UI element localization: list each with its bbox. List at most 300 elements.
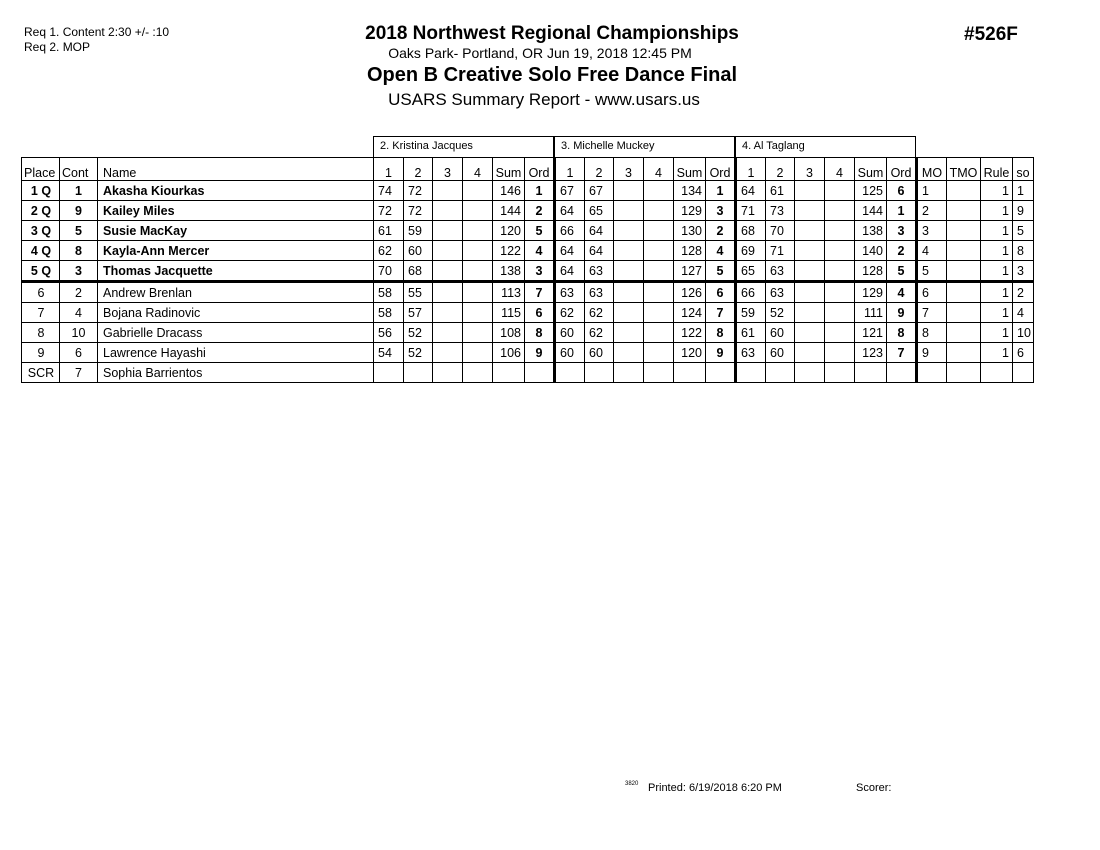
tmo-cell xyxy=(947,323,981,343)
so-cell: 4 xyxy=(1013,303,1034,323)
judge-sum-cell: 130 xyxy=(674,221,706,241)
judge-header-4: 4. Al Taglang xyxy=(735,136,916,157)
judge-score-cell: 62 xyxy=(374,241,404,261)
judge-score-cell: 74 xyxy=(374,181,404,201)
table-row xyxy=(22,343,1034,363)
rule-cell: 1 xyxy=(981,221,1013,241)
requirement-2: Req 2. MOP xyxy=(24,40,91,54)
judge-sum-cell: 127 xyxy=(674,261,706,282)
judge-score-cell xyxy=(795,282,825,303)
judge-score-cell xyxy=(644,181,674,201)
judge-score-cell: 62 xyxy=(585,303,614,323)
table-row xyxy=(22,241,1034,261)
place-cell: 8 xyxy=(22,323,60,343)
judge-score-cell xyxy=(614,261,644,282)
skater-name-cell: Andrew Brenlan xyxy=(98,282,374,303)
judge-ordinal-cell: 5 xyxy=(706,261,736,282)
judge-score-cell: 73 xyxy=(766,201,795,221)
judge-score-cell xyxy=(463,323,493,343)
competition-title: 2018 Northwest Regional Championships xyxy=(365,23,739,44)
judge-score-cell xyxy=(463,343,493,363)
column-header: 2 xyxy=(585,158,614,181)
judge-score-cell: 64 xyxy=(555,241,585,261)
judge-ordinal-cell: 2 xyxy=(887,241,917,261)
judge-header-3: 3. Michelle Muckey xyxy=(554,136,735,157)
column-header: 2 xyxy=(404,158,433,181)
judge-ordinal-cell: 8 xyxy=(706,323,736,343)
judge-score-cell: 58 xyxy=(374,303,404,323)
judge-score-cell xyxy=(555,363,585,383)
so-cell: 5 xyxy=(1013,221,1034,241)
judge-ordinal-cell: 3 xyxy=(525,261,555,282)
column-header: Place xyxy=(22,158,60,181)
judge-score-cell: 63 xyxy=(585,261,614,282)
judge-score-cell: 64 xyxy=(555,261,585,282)
judge-score-cell xyxy=(795,201,825,221)
judge-score-cell xyxy=(463,261,493,282)
column-header: 4 xyxy=(644,158,674,181)
place-cell: 4 Q xyxy=(22,241,60,261)
place-cell: 9 xyxy=(22,343,60,363)
place-cell: 1 Q xyxy=(22,181,60,201)
skater-name-cell: Gabrielle Dracass xyxy=(98,323,374,343)
judge-sum-cell: 128 xyxy=(674,241,706,261)
tmo-cell xyxy=(947,282,981,303)
judge-score-cell xyxy=(463,303,493,323)
column-header: 1 xyxy=(736,158,766,181)
judge-ordinal-cell: 6 xyxy=(706,282,736,303)
mo-cell xyxy=(917,363,947,383)
judge-ordinal-cell: 1 xyxy=(706,181,736,201)
mo-cell: 5 xyxy=(917,261,947,282)
judge-ordinal-cell: 4 xyxy=(706,241,736,261)
so-cell: 6 xyxy=(1013,343,1034,363)
judge-score-cell: 72 xyxy=(404,181,433,201)
judge-score-cell: 52 xyxy=(404,343,433,363)
judge-ordinal-cell: 2 xyxy=(525,201,555,221)
skater-name-cell: Lawrence Hayashi xyxy=(98,343,374,363)
judge-sum-cell: 140 xyxy=(855,241,887,261)
judge-score-cell xyxy=(433,261,463,282)
mo-cell: 4 xyxy=(917,241,947,261)
judge-score-cell: 55 xyxy=(404,282,433,303)
judge-ordinal-cell xyxy=(525,363,555,383)
judge-ordinal-cell: 9 xyxy=(525,343,555,363)
contestant-number-cell: 1 xyxy=(60,181,98,201)
rule-cell: 1 xyxy=(981,303,1013,323)
judge-score-cell: 60 xyxy=(766,323,795,343)
so-cell: 1 xyxy=(1013,181,1034,201)
tmo-cell xyxy=(947,241,981,261)
judge-score-cell xyxy=(825,363,855,383)
table-header-row xyxy=(22,158,1034,181)
judge-score-cell xyxy=(795,221,825,241)
rule-cell: 1 xyxy=(981,323,1013,343)
skater-name-cell: Susie MacKay xyxy=(98,221,374,241)
judge-score-cell xyxy=(433,241,463,261)
judge-score-cell: 71 xyxy=(736,201,766,221)
judge-ordinal-cell: 5 xyxy=(887,261,917,282)
judge-score-cell xyxy=(795,363,825,383)
mo-cell: 9 xyxy=(917,343,947,363)
tmo-cell xyxy=(947,221,981,241)
judge-score-cell: 63 xyxy=(555,282,585,303)
judge-score-cell xyxy=(825,282,855,303)
judge-score-cell xyxy=(614,343,644,363)
table-row xyxy=(22,181,1034,201)
judge-score-cell xyxy=(614,181,644,201)
judge-score-cell: 64 xyxy=(585,221,614,241)
judge-score-cell: 62 xyxy=(585,323,614,343)
judge-score-cell: 67 xyxy=(585,181,614,201)
venue-date: Oaks Park- Portland, OR Jun 19, 2018 12:45 PM xyxy=(388,45,692,61)
column-header: 3 xyxy=(433,158,463,181)
judge-score-cell: 64 xyxy=(736,181,766,201)
place-cell: 2 Q xyxy=(22,201,60,221)
judge-ordinal-cell: 9 xyxy=(887,303,917,323)
judge-score-cell xyxy=(463,241,493,261)
event-number: #526F xyxy=(964,24,1018,45)
judge-score-cell: 72 xyxy=(374,201,404,221)
contestant-number-cell: 9 xyxy=(60,201,98,221)
judge-sum-cell xyxy=(674,363,706,383)
judge-sum-cell: 129 xyxy=(855,282,887,303)
tmo-cell xyxy=(947,343,981,363)
column-header: so xyxy=(1013,158,1034,181)
judge-score-cell xyxy=(644,221,674,241)
judge-score-cell xyxy=(374,363,404,383)
judge-ordinal-cell: 8 xyxy=(887,323,917,343)
place-cell: 7 xyxy=(22,303,60,323)
judge-score-cell xyxy=(614,241,644,261)
skater-name-cell: Thomas Jacquette xyxy=(98,261,374,282)
judge-score-cell: 58 xyxy=(374,282,404,303)
judge-score-cell: 64 xyxy=(585,241,614,261)
judge-score-cell xyxy=(644,303,674,323)
column-header: Sum xyxy=(674,158,706,181)
judge-ordinal-cell: 1 xyxy=(887,201,917,221)
column-header: Rule xyxy=(981,158,1013,181)
judge-header-2: 2. Kristina Jacques xyxy=(373,136,554,157)
table-row xyxy=(22,201,1034,221)
contestant-number-cell: 6 xyxy=(60,343,98,363)
mo-cell: 6 xyxy=(917,282,947,303)
rule-cell xyxy=(981,363,1013,383)
judge-score-cell: 59 xyxy=(404,221,433,241)
column-header: TMO xyxy=(947,158,981,181)
judge-sum-cell xyxy=(493,363,525,383)
column-header: MO xyxy=(917,158,947,181)
judge-score-cell xyxy=(795,323,825,343)
mo-cell: 8 xyxy=(917,323,947,343)
report-code: 3820 xyxy=(625,781,639,787)
judge-score-cell xyxy=(463,363,493,383)
judge-sum-cell: 120 xyxy=(493,221,525,241)
judge-sum-cell: 124 xyxy=(674,303,706,323)
judge-ordinal-cell: 5 xyxy=(525,221,555,241)
judge-score-cell: 66 xyxy=(555,221,585,241)
judge-score-cell: 67 xyxy=(555,181,585,201)
judge-score-cell xyxy=(463,181,493,201)
judge-score-cell: 56 xyxy=(374,323,404,343)
judge-sum-cell: 128 xyxy=(855,261,887,282)
tmo-cell xyxy=(947,181,981,201)
contestant-number-cell: 7 xyxy=(60,363,98,383)
judge-score-cell xyxy=(433,181,463,201)
judge-sum-cell: 120 xyxy=(674,343,706,363)
judge-score-cell xyxy=(614,363,644,383)
rule-cell: 1 xyxy=(981,343,1013,363)
skater-name-cell: Sophia Barrientos xyxy=(98,363,374,383)
rule-cell: 1 xyxy=(981,181,1013,201)
column-header: Name xyxy=(98,158,374,181)
judge-sum-cell: 146 xyxy=(493,181,525,201)
judge-ordinal-cell xyxy=(887,363,917,383)
column-header: 1 xyxy=(555,158,585,181)
judge-score-cell xyxy=(433,323,463,343)
judge-score-cell xyxy=(614,303,644,323)
judge-sum-cell: 144 xyxy=(855,201,887,221)
judge-sum-cell: 122 xyxy=(493,241,525,261)
judge-score-cell xyxy=(614,282,644,303)
judge-sum-cell: 113 xyxy=(493,282,525,303)
judge-score-cell xyxy=(795,303,825,323)
judge-score-cell: 63 xyxy=(766,261,795,282)
contestant-number-cell: 4 xyxy=(60,303,98,323)
column-header: Ord xyxy=(706,158,736,181)
judge-score-cell xyxy=(433,221,463,241)
judge-score-cell: 63 xyxy=(736,343,766,363)
contestant-number-cell: 10 xyxy=(60,323,98,343)
judge-ordinal-cell: 6 xyxy=(525,303,555,323)
judge-ordinal-cell: 3 xyxy=(887,221,917,241)
judge-score-cell xyxy=(463,221,493,241)
judge-score-cell xyxy=(644,282,674,303)
column-header: 4 xyxy=(825,158,855,181)
judge-sum-cell: 125 xyxy=(855,181,887,201)
judge-score-cell: 65 xyxy=(585,201,614,221)
judge-score-cell: 63 xyxy=(766,282,795,303)
judge-score-cell xyxy=(795,241,825,261)
judge-ordinal-cell xyxy=(706,363,736,383)
skater-name-cell: Akasha Kiourkas xyxy=(98,181,374,201)
judge-ordinal-cell: 2 xyxy=(706,221,736,241)
judge-score-cell xyxy=(825,241,855,261)
judge-score-cell xyxy=(825,323,855,343)
judge-score-cell: 64 xyxy=(555,201,585,221)
judge-score-cell: 61 xyxy=(766,181,795,201)
judge-score-cell xyxy=(825,201,855,221)
mo-cell: 2 xyxy=(917,201,947,221)
judge-ordinal-cell: 4 xyxy=(525,241,555,261)
judge-score-cell: 60 xyxy=(766,343,795,363)
judge-score-cell xyxy=(433,343,463,363)
mo-cell: 1 xyxy=(917,181,947,201)
judge-score-cell xyxy=(644,261,674,282)
table-row xyxy=(22,282,1034,303)
judge-score-cell: 72 xyxy=(404,201,433,221)
table-row xyxy=(22,303,1034,323)
judge-score-cell: 66 xyxy=(736,282,766,303)
judge-ordinal-cell: 3 xyxy=(706,201,736,221)
judge-ordinal-cell: 7 xyxy=(887,343,917,363)
judge-ordinal-cell: 9 xyxy=(706,343,736,363)
judge-score-cell: 60 xyxy=(404,241,433,261)
contestant-number-cell: 3 xyxy=(60,261,98,282)
judge-score-cell xyxy=(825,343,855,363)
column-header: 3 xyxy=(795,158,825,181)
column-header: Cont xyxy=(60,158,98,181)
table-row xyxy=(22,363,1034,383)
judge-score-cell: 54 xyxy=(374,343,404,363)
judge-score-cell xyxy=(644,323,674,343)
judge-score-cell: 61 xyxy=(736,323,766,343)
so-cell: 3 xyxy=(1013,261,1034,282)
table-row xyxy=(22,323,1034,343)
judge-score-cell xyxy=(614,201,644,221)
judge-score-cell: 52 xyxy=(766,303,795,323)
rule-cell: 1 xyxy=(981,241,1013,261)
judge-sum-cell: 144 xyxy=(493,201,525,221)
judge-score-cell xyxy=(795,261,825,282)
judge-score-cell xyxy=(766,363,795,383)
skater-name-cell: Kailey Miles xyxy=(98,201,374,221)
judge-sum-cell: 108 xyxy=(493,323,525,343)
judge-score-cell: 60 xyxy=(555,343,585,363)
judge-score-cell: 68 xyxy=(404,261,433,282)
tmo-cell xyxy=(947,201,981,221)
judge-sum-cell: 138 xyxy=(493,261,525,282)
column-header: 4 xyxy=(463,158,493,181)
skater-name-cell: Kayla-Ann Mercer xyxy=(98,241,374,261)
judge-sum-cell: 111 xyxy=(855,303,887,323)
judge-score-cell xyxy=(825,303,855,323)
event-name: Open B Creative Solo Free Dance Final xyxy=(366,64,738,86)
judge-score-cell: 71 xyxy=(766,241,795,261)
judge-score-cell: 63 xyxy=(585,282,614,303)
judge-score-cell: 68 xyxy=(736,221,766,241)
judge-score-cell xyxy=(404,363,433,383)
so-cell: 8 xyxy=(1013,241,1034,261)
judge-score-cell: 52 xyxy=(404,323,433,343)
place-cell: 6 xyxy=(22,282,60,303)
column-header: Ord xyxy=(525,158,555,181)
table-row xyxy=(22,261,1034,282)
judge-score-cell xyxy=(614,221,644,241)
tmo-cell xyxy=(947,363,981,383)
judge-score-cell xyxy=(825,261,855,282)
judge-score-cell xyxy=(585,363,614,383)
place-cell: SCR xyxy=(22,363,60,383)
tmo-cell xyxy=(947,261,981,282)
judge-score-cell: 60 xyxy=(585,343,614,363)
so-cell: 10 xyxy=(1013,323,1034,343)
column-header: 3 xyxy=(614,158,644,181)
mo-cell: 3 xyxy=(917,221,947,241)
rule-cell: 1 xyxy=(981,282,1013,303)
judge-ordinal-cell: 1 xyxy=(525,181,555,201)
scorer-label: Scorer: xyxy=(856,782,892,794)
skater-name-cell: Bojana Radinovic xyxy=(98,303,374,323)
mo-cell: 7 xyxy=(917,303,947,323)
judge-ordinal-cell: 8 xyxy=(525,323,555,343)
judge-sum-cell: 123 xyxy=(855,343,887,363)
judge-score-cell: 61 xyxy=(374,221,404,241)
rule-cell: 1 xyxy=(981,201,1013,221)
judge-score-cell: 70 xyxy=(766,221,795,241)
place-cell: 3 Q xyxy=(22,221,60,241)
judge-score-cell xyxy=(433,282,463,303)
judge-score-cell xyxy=(614,323,644,343)
judge-sum-cell: 129 xyxy=(674,201,706,221)
column-header: Ord xyxy=(887,158,917,181)
column-header: Sum xyxy=(855,158,887,181)
judge-score-cell xyxy=(463,282,493,303)
judge-sum-cell: 121 xyxy=(855,323,887,343)
judge-score-cell xyxy=(433,201,463,221)
so-cell: 2 xyxy=(1013,282,1034,303)
requirement-1: Req 1. Content 2:30 +/- :10 xyxy=(24,25,170,39)
judge-score-cell xyxy=(433,363,463,383)
judge-score-cell: 62 xyxy=(555,303,585,323)
so-cell: 9 xyxy=(1013,201,1034,221)
judge-ordinal-cell: 7 xyxy=(525,282,555,303)
judge-ordinal-cell: 6 xyxy=(887,181,917,201)
place-cell: 5 Q xyxy=(22,261,60,282)
judge-sum-cell: 134 xyxy=(674,181,706,201)
rule-cell: 1 xyxy=(981,261,1013,282)
judge-score-cell xyxy=(825,181,855,201)
judge-ordinal-cell: 7 xyxy=(706,303,736,323)
judge-score-cell xyxy=(825,221,855,241)
judge-score-cell xyxy=(795,181,825,201)
judge-score-cell: 59 xyxy=(736,303,766,323)
report-title: USARS Summary Report - www.usars.us xyxy=(388,90,700,109)
contestant-number-cell: 2 xyxy=(60,282,98,303)
judge-score-cell: 70 xyxy=(374,261,404,282)
judge-sum-cell: 138 xyxy=(855,221,887,241)
judge-score-cell xyxy=(463,201,493,221)
contestant-number-cell: 8 xyxy=(60,241,98,261)
judge-score-cell xyxy=(433,303,463,323)
column-header: 1 xyxy=(374,158,404,181)
contestant-number-cell: 5 xyxy=(60,221,98,241)
judge-sum-cell: 106 xyxy=(493,343,525,363)
judge-ordinal-cell: 4 xyxy=(887,282,917,303)
judge-score-cell: 65 xyxy=(736,261,766,282)
judge-score-cell: 60 xyxy=(555,323,585,343)
judge-score-cell xyxy=(644,343,674,363)
judge-sum-cell: 122 xyxy=(674,323,706,343)
judge-score-cell xyxy=(795,343,825,363)
column-header: Sum xyxy=(493,158,525,181)
results-table xyxy=(21,157,1034,383)
judge-score-cell: 57 xyxy=(404,303,433,323)
judge-score-cell: 69 xyxy=(736,241,766,261)
judge-score-cell xyxy=(736,363,766,383)
tmo-cell xyxy=(947,303,981,323)
judge-sum-cell: 126 xyxy=(674,282,706,303)
judge-sum-cell: 115 xyxy=(493,303,525,323)
table-row xyxy=(22,221,1034,241)
judge-score-cell xyxy=(644,241,674,261)
judge-score-cell xyxy=(644,363,674,383)
so-cell xyxy=(1013,363,1034,383)
judge-sum-cell xyxy=(855,363,887,383)
column-header: 2 xyxy=(766,158,795,181)
printed-timestamp: Printed: 6/19/2018 6:20 PM xyxy=(648,782,782,794)
judge-score-cell xyxy=(644,201,674,221)
